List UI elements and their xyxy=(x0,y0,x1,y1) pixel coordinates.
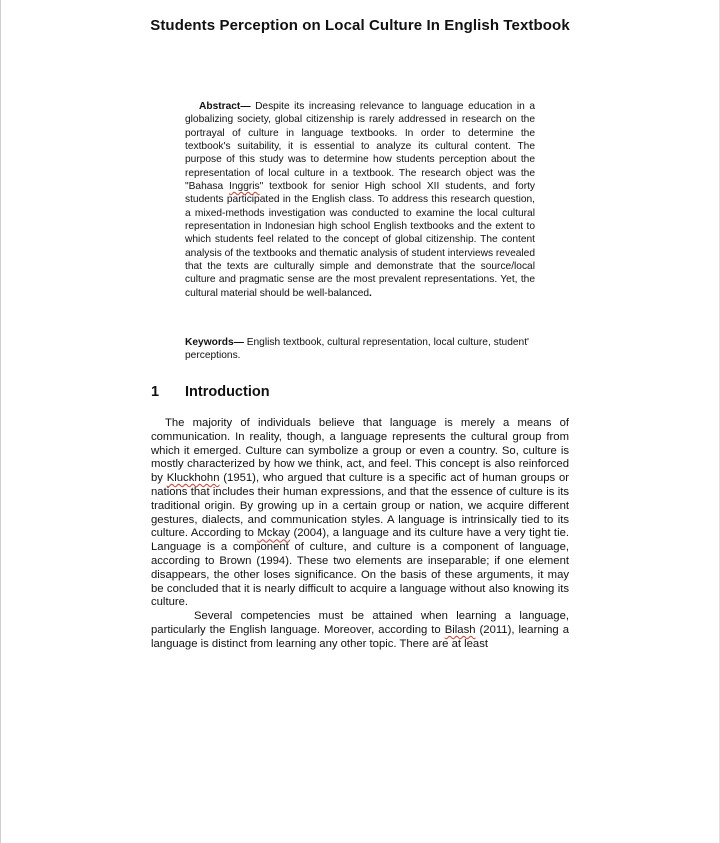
body-text xyxy=(151,417,569,652)
paragraph-2 xyxy=(151,610,569,651)
keywords-label: Keywords— xyxy=(185,337,244,348)
section-number: 1 xyxy=(151,384,160,400)
abstract-text-2: " textbook for senior High school XII students, and forty students participated in the English class. To address this research question, a mixed-methods investigation was conducted to examine the local cultural representation in Indonesian high school English textbooks and the extent to which students feel related to the concept of global citizenship. The content analysis of the textbooks and thematic analysis of student interviews revealed that the texts are culturally simple and demonstrate that the source/local culture and pragmatic sense are the most prevalent representations. Yet, the cultural material should be well-balanced xyxy=(185,181,536,299)
keywords-text: English textbook, cultural representation, local culture, student' perceptions. xyxy=(185,337,529,362)
abstract-block xyxy=(185,100,535,300)
paragraph-1-text-3: (2004), a language and its culture have a very tight tie. Language is a component of culture, and culture is a component of language, according to Brown (1994). These two elements are inseparable; if one element disappears, the other loses significance. On the basis of these arguments, it may be concluded that it is nearly difficult to acquire a language without also knowing its culture. xyxy=(151,527,569,609)
paper-title: Students Perception on Local Culture In English Textbook xyxy=(150,17,570,34)
paragraph-2-text-2: (2011), learning a language is distinct from learning any other topic. There are at least xyxy=(151,623,569,650)
page-left-edge xyxy=(0,0,1,843)
section-title: Introduction xyxy=(185,384,270,400)
section-heading xyxy=(151,384,270,400)
paragraph-1-text-1: The majority of individuals believe that language is merely a means of communication. In reality, though, a language represents the cultural group from which it emerged. Culture can symbolize a group or even a country. So, culture is mostly characterized by how we think, act, and feel. This concept is also reinforced by xyxy=(151,417,569,485)
spellcheck-flagged-word[interactable]: Bilash xyxy=(444,623,476,636)
paragraph-1-text-2: (1951), who argued that culture is a specific act of human groups or nations that includes their human expressions, and that the essence of culture is its traditional origin. By growing up in a certain group or nation, we acquire different gestures, dialects, and communication styles. A language is intrinsically tied to its culture. According to xyxy=(151,472,569,540)
spellcheck-flagged-word[interactable]: Mckay xyxy=(257,527,291,540)
abstract-label: Abstract— xyxy=(199,101,251,112)
spellcheck-flagged-word[interactable]: Kluckhohn xyxy=(166,472,220,485)
spellcheck-flagged-word[interactable]: Inggris xyxy=(229,181,260,193)
abstract-end-mark: . xyxy=(369,287,372,299)
keywords-block xyxy=(185,336,535,363)
paragraph-1 xyxy=(151,417,569,610)
paragraph-2-text-1: Several competencies must be attained when learning a language, particularly the English language. Moreover, according to xyxy=(151,610,569,636)
abstract-text-1: Despite its increasing relevance to language education in a globalizing society, global citizenship is rarely addressed in research on the portrayal of culture in language textbooks. In order to determine the textbook's suitability, it is essential to analyze its cultural content. The purpose of this study was to determine how students perception about the representation of local culture in a textbook. The research object was the "Bahasa xyxy=(185,101,535,193)
